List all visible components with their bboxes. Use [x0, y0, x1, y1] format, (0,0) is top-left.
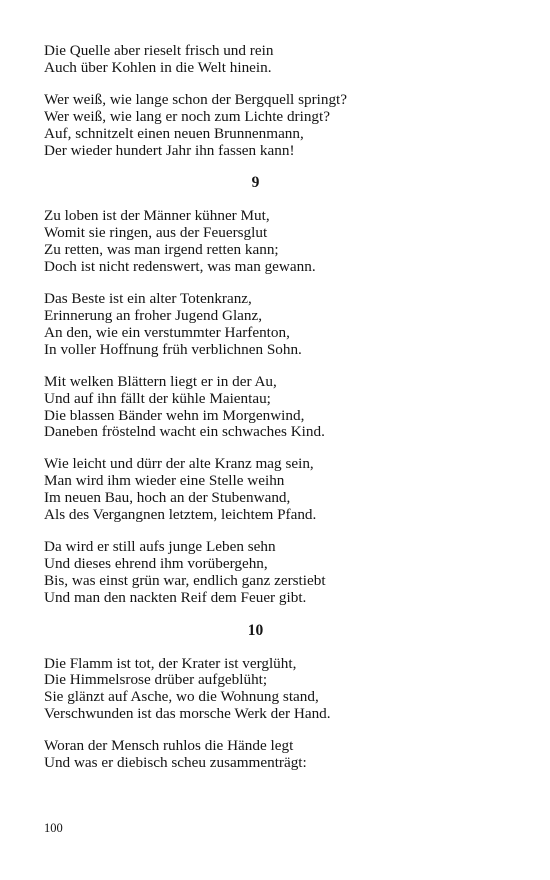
stanza: [44, 456, 514, 524]
verse-line: Woran der Mensch ruhlos die Hände legt: [44, 737, 294, 755]
verse-line: Mit welken Blättern liegt er in der Au,: [44, 372, 277, 390]
verse-line: Wie leicht und dürr der alte Kranz mag sein,: [44, 455, 314, 473]
verse-line: Zu retten, was man irgend retten kann;: [44, 241, 279, 259]
stanza: [44, 738, 514, 772]
stanza: [44, 43, 514, 77]
verse-line: Da wird er still aufs junge Leben sehn: [44, 537, 276, 555]
verse-line: Auf, schnitzelt einen neuen Brunnenmann,: [44, 124, 304, 142]
verse-line: Wer weiß, wie lange schon der Bergquell springt?: [44, 90, 347, 108]
verse-line: Und dieses ehrend ihm vorübergehn,: [44, 554, 268, 572]
verse-line: Doch ist nicht redenswert, was man gewann.: [44, 258, 316, 276]
verse-line: Und was er diebisch scheu zusammenträgt:: [44, 754, 307, 772]
stanza: [44, 208, 514, 276]
verse-line: Als des Vergangnen letztem, leichtem Pfand.: [44, 506, 317, 524]
verse-line: Die Himmelsrose drüber aufgeblüht;: [44, 671, 268, 689]
verse-line: Und man den nackten Reif dem Feuer gibt.: [44, 588, 307, 606]
verse-line: Auch über Kohlen in die Welt hinein.: [44, 58, 272, 76]
stanza: [44, 92, 514, 160]
verse-line: Sie glänzt auf Asche, wo die Wohnung stand,: [44, 688, 319, 706]
stanza: [44, 291, 514, 359]
section-number: 10: [247, 621, 264, 639]
verse-line: Man wird ihm wieder eine Stelle weihn: [44, 472, 285, 490]
verse-line: Bis, was einst grün war, endlich ganz zerstiebt: [44, 571, 326, 589]
verse-line: An den, wie ein verstummter Harfenton,: [44, 323, 290, 341]
stanza: [44, 539, 514, 607]
poem-page: [44, 43, 514, 787]
section-number: 9: [251, 174, 260, 192]
verse-line: Das Beste ist ein alter Totenkranz,: [44, 290, 252, 308]
verse-line: Der wieder hundert Jahr ihn fassen kann!: [44, 141, 295, 159]
verse-line: In voller Hoffnung früh verblichnen Sohn.: [44, 340, 302, 358]
stanza: [44, 656, 514, 724]
verse-line: Womit sie ringen, aus der Feuersglut: [44, 224, 268, 242]
stanza: [44, 374, 514, 442]
verse-line: Zu loben ist der Männer kühner Mut,: [44, 207, 270, 225]
verse-line: Im neuen Bau, hoch an der Stubenwand,: [44, 489, 291, 507]
page-number: 100: [44, 821, 63, 835]
verse-line: Wer weiß, wie lang er noch zum Lichte dringt?: [44, 107, 330, 125]
verse-line: Verschwunden ist das morsche Werk der Hand.: [44, 705, 331, 723]
verse-line: Und auf ihn fällt der kühle Maientau;: [44, 389, 271, 407]
verse-line: Die blassen Bänder wehn im Morgenwind,: [44, 406, 305, 424]
verse-line: Daneben fröstelnd wacht ein schwaches Kind.: [44, 423, 325, 441]
verse-line: Die Quelle aber rieselt frisch und rein: [44, 42, 274, 59]
verse-line: Erinnerung an froher Jugend Glanz,: [44, 306, 263, 324]
verse-line: Die Flamm ist tot, der Krater ist verglüht,: [44, 654, 297, 672]
